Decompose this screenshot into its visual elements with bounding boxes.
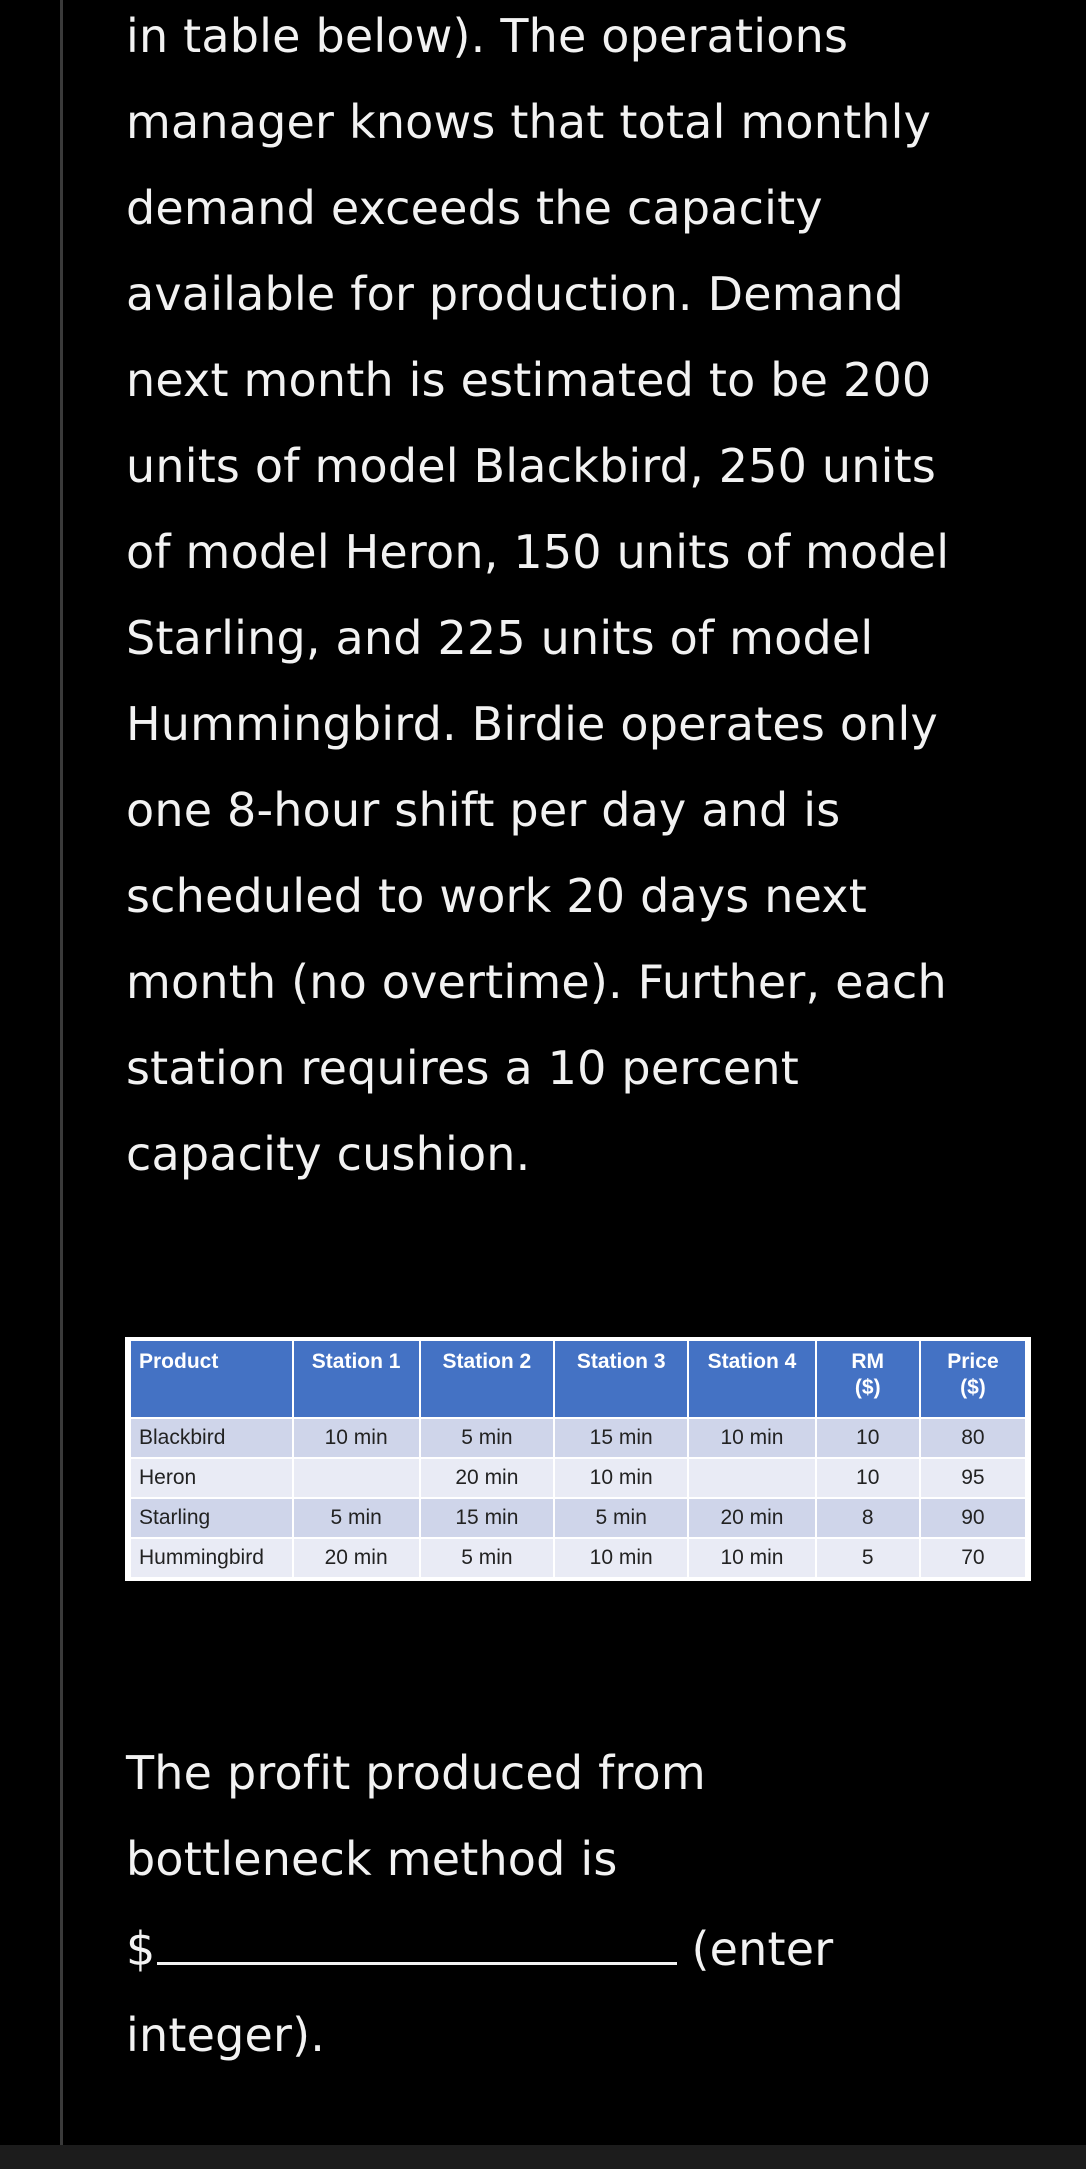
cell-product: Starling	[131, 1499, 292, 1537]
cell-station-3: 10 min	[555, 1539, 687, 1577]
cell-station-3: 15 min	[555, 1419, 687, 1457]
answer-input-line	[126, 1902, 1026, 1992]
question-text-block	[126, 0, 1046, 1197]
cell-station-2: 5 min	[421, 1419, 553, 1457]
table-row	[131, 1459, 1025, 1497]
header-price: Price ($)	[921, 1341, 1025, 1417]
cell-rm: 10	[817, 1459, 919, 1497]
cell-rm: 8	[817, 1499, 919, 1537]
question-line: station requires a 10 percent	[126, 1041, 800, 1095]
header-station-1: Station 1	[294, 1341, 419, 1417]
answer-paragraph	[126, 1730, 1026, 2078]
question-line: Hummingbird. Birdie operates only	[126, 697, 938, 751]
cell-station-2: 20 min	[421, 1459, 553, 1497]
cell-price: 90	[921, 1499, 1025, 1537]
question-line: next month is estimated to be 200	[126, 353, 932, 407]
header-station-3: Station 3	[555, 1341, 687, 1417]
cell-station-2: 5 min	[421, 1539, 553, 1577]
question-line: in table below). The operations	[126, 9, 849, 63]
cell-station-4	[689, 1459, 814, 1497]
cell-price: 95	[921, 1459, 1025, 1497]
table-row	[131, 1419, 1025, 1457]
cell-station-1: 10 min	[294, 1419, 419, 1457]
cell-rm: 5	[817, 1539, 919, 1577]
cell-station-4: 20 min	[689, 1499, 814, 1537]
answer-prompt-line: The profit produced from	[126, 1746, 706, 1800]
question-line: capacity cushion.	[126, 1127, 531, 1181]
question-line: units of model Blackbird, 250 units	[126, 439, 937, 493]
answer-blank-field[interactable]	[157, 1902, 677, 1965]
table-header-row	[131, 1341, 1025, 1417]
question-line: manager knows that total monthly	[126, 95, 932, 149]
question-line: of model Heron, 150 units of model	[126, 525, 950, 579]
cell-station-4: 10 min	[689, 1539, 814, 1577]
header-rm: RM ($)	[817, 1341, 919, 1417]
question-line: scheduled to work 20 days next	[126, 869, 867, 923]
question-line: month (no overtime). Further, each	[126, 955, 947, 1009]
cell-station-4: 10 min	[689, 1419, 814, 1457]
bottom-bar	[0, 2145, 1086, 2169]
question-line: Starling, and 225 units of model	[126, 611, 874, 665]
product-station-table-image	[125, 1337, 1031, 1581]
answer-prompt-line: bottleneck method is	[126, 1832, 618, 1886]
cell-station-1: 5 min	[294, 1499, 419, 1537]
cell-station-1	[294, 1459, 419, 1497]
left-border-line	[60, 0, 63, 2145]
question-line: demand exceeds the capacity	[126, 181, 823, 235]
cell-product: Hummingbird	[131, 1539, 292, 1577]
table-row	[131, 1499, 1025, 1537]
header-station-2: Station 2	[421, 1341, 553, 1417]
question-paragraph	[126, 0, 1046, 1197]
product-station-table	[129, 1339, 1027, 1579]
question-line: available for production. Demand	[126, 267, 904, 321]
table-row	[131, 1539, 1025, 1577]
cell-station-3: 5 min	[555, 1499, 687, 1537]
cell-station-2: 15 min	[421, 1499, 553, 1537]
cell-price: 70	[921, 1539, 1025, 1577]
answer-prompt-line: integer).	[126, 2008, 326, 2062]
cell-product: Blackbird	[131, 1419, 292, 1457]
header-station-4: Station 4	[689, 1341, 814, 1417]
answer-block	[126, 1730, 1026, 2078]
cell-price: 80	[921, 1419, 1025, 1457]
cell-station-3: 10 min	[555, 1459, 687, 1497]
question-line: one 8-hour shift per day and is	[126, 783, 841, 837]
cell-rm: 10	[817, 1419, 919, 1457]
currency-symbol: $	[126, 1922, 156, 1976]
cell-station-1: 20 min	[294, 1539, 419, 1577]
header-product: Product	[131, 1341, 292, 1417]
cell-product: Heron	[131, 1459, 292, 1497]
answer-suffix: (enter	[691, 1922, 834, 1976]
